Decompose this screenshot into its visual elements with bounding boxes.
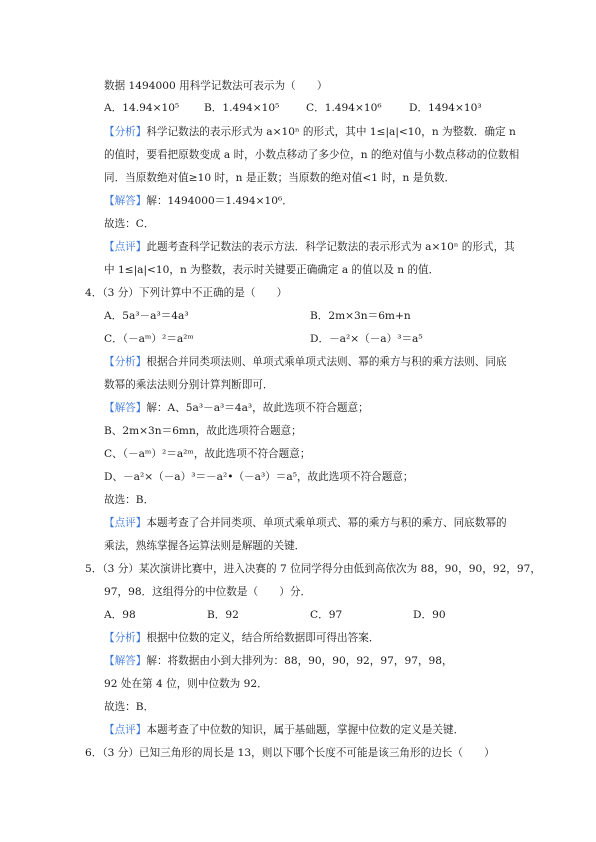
q5-option-d: D．90 xyxy=(413,609,446,621)
q3-solution xyxy=(104,194,293,208)
review-text: 此题考查科学记数法的表示方法．科学记数法的表示形式为 a×10ⁿ 的形式，其 xyxy=(146,241,515,253)
q3-analysis-line-2: 的值时，要看把原数变成 a 时，小数点移动了多少位，n 的绝对值与小数点移动的位数相 xyxy=(104,149,520,161)
solution-text: 解：1494000＝1.494×10⁶． xyxy=(146,195,293,207)
analysis-tag: 【分析】 xyxy=(104,126,147,138)
q3-analysis xyxy=(104,125,516,139)
q3-option-c: C．1.494×10⁶ xyxy=(306,102,382,114)
q5-review xyxy=(104,723,464,737)
analysis-text: 科学记数法的表示形式为 a×10ⁿ 的形式，其中 1≤|a|<10，n 为整数．确定 n xyxy=(146,126,516,138)
q4-solution xyxy=(104,401,369,415)
analysis-tag: 【分析】 xyxy=(104,632,147,644)
review-tag: 【点评】 xyxy=(104,241,147,253)
q5-analysis xyxy=(104,631,379,645)
review-text: 本题考查了合并同类项、单项式乘单项式、幂的乘方与积的乘方、同底数幂的 xyxy=(146,517,507,529)
q4-review xyxy=(104,516,507,530)
q3-analysis-line-3: 同．当原数绝对值≥10 时，n 是正数；当原数的绝对值<1 时，n 是负数． xyxy=(104,172,456,184)
review-tag: 【点评】 xyxy=(104,724,147,736)
solution-text: 解：A、5a³－a³＝4a³，故此选项不符合题意； xyxy=(146,402,369,414)
solution-tag: 【解答】 xyxy=(104,402,147,414)
q5-solution-line-2: 92 处在第 4 位，则中位数为 92． xyxy=(104,678,268,690)
q4-solution-line-3: C、（－aᵐ）²＝a²ᵐ，故此选项不符合题意； xyxy=(104,448,311,460)
q4-solution-line-4: D、－a²×（－a）³＝－a²•（－a³）＝a⁵，故此选项不符合题意； xyxy=(104,471,414,483)
q4-option-c: C．（－aᵐ）²＝a²ᵐ xyxy=(104,333,194,345)
q4-review-line-2: 乘法，熟练掌握各运算法则是解题的关键． xyxy=(104,540,306,552)
solution-tag: 【解答】 xyxy=(104,195,147,207)
review-text: 本题考查了中位数的知识，属于基础题，掌握中位数的定义是关键． xyxy=(146,724,465,736)
q3-question: 数据 1494000 用科学记数法可表示为（ ） xyxy=(104,80,328,92)
q5-choice: 故选：B． xyxy=(104,701,155,713)
q5-solution xyxy=(104,654,453,668)
q6-question: 6．（3 分）已知三角形的周长是 13，则以下哪个长度不可能是该三角形的边长（ ） xyxy=(85,747,495,759)
q4-option-b: B．2m×3n＝6m+n xyxy=(310,310,411,322)
q3-choice: 故选：C． xyxy=(104,218,155,230)
solution-tag: 【解答】 xyxy=(104,655,147,667)
q5-option-b: B．92 xyxy=(207,609,239,621)
q3-option-a: A．14.94×10⁵ xyxy=(104,102,180,114)
q4-option-a: A．5a³－a³＝4a³ xyxy=(104,310,189,322)
q4-solution-line-2: B、2m×3n＝6mn，故此选项符合题意； xyxy=(104,425,302,437)
analysis-text: 根据中位数的定义，结合所给数据即可得出答案． xyxy=(146,632,380,644)
q5-option-a: A．98 xyxy=(104,609,136,621)
q3-option-d: D．1494×10³ xyxy=(409,102,482,114)
review-tag: 【点评】 xyxy=(104,517,147,529)
analysis-tag: 【分析】 xyxy=(104,356,147,368)
q4-question: 4．（3 分）下列计算中不正确的是（ ） xyxy=(85,287,288,299)
q4-analysis xyxy=(104,355,507,369)
q4-option-d: D．－a²×（－a）³＝a⁵ xyxy=(310,333,423,345)
q4-choice: 故选：B． xyxy=(104,494,155,506)
analysis-text: 根据合并同类项法则、单项式乘单项式法则、幂的乘方与积的乘方法则、同底 xyxy=(146,356,507,368)
q5-question-line-2: 97，98．这组得分的中位数是（ ）分． xyxy=(104,586,312,598)
q5-option-c: C．97 xyxy=(310,609,343,621)
q3-option-b: B．1.494×10⁵ xyxy=(204,102,280,114)
q4-analysis-line-2: 数幂的乘法法则分别计算判断即可． xyxy=(104,379,274,391)
solution-text: 解：将数据由小到大排列为：88，90，90，92，97，97，98， xyxy=(146,655,453,667)
q3-review-line-2: 中 1≤|a|<10，n 为整数，表示时关键要正确确定 a 的值以及 n 的值． xyxy=(104,264,440,276)
q3-review xyxy=(104,240,515,254)
q5-question: 5．（3 分）某次演讲比赛中，进入决赛的 7 位同学得分由低到高依次为 88，90，90，92，97， xyxy=(85,563,541,575)
